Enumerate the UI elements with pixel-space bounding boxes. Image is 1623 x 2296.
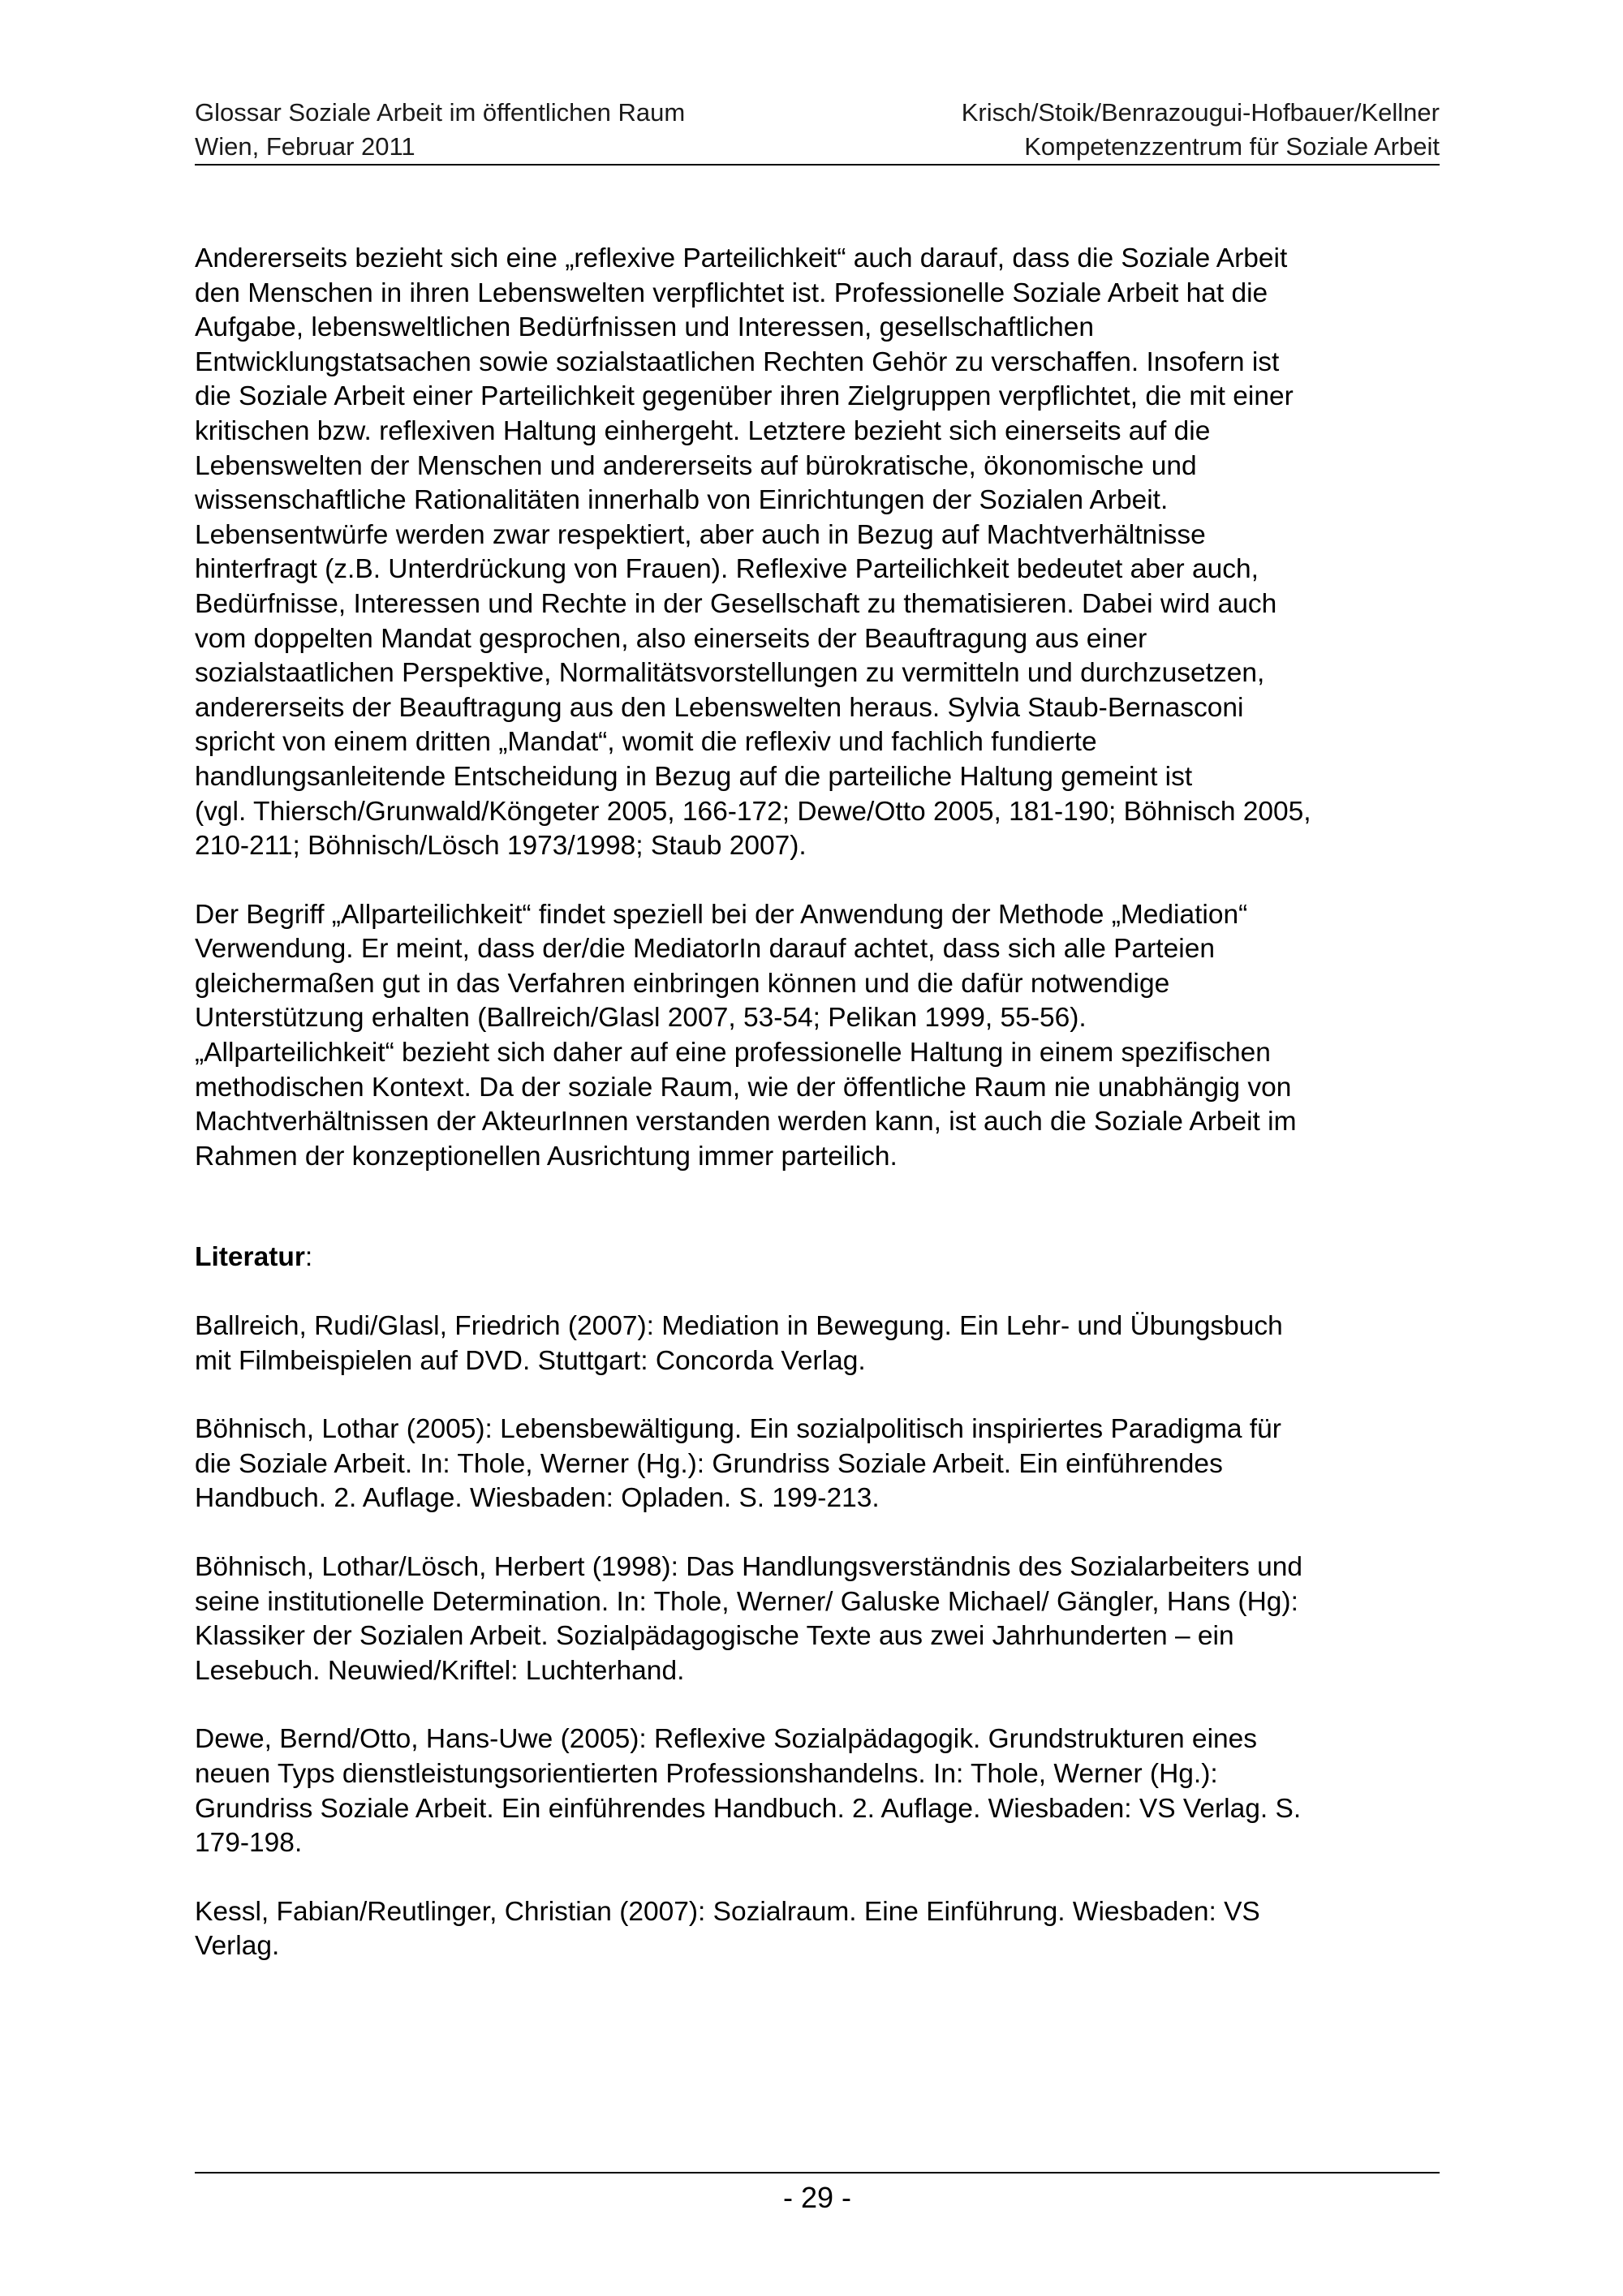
reference-entry: [195, 1895, 1444, 1964]
paragraph-line: hinterfragt (z.B. Unterdrückung von Frauen). Reflexive Parteilichkeit bedeutet aber auch,: [195, 554, 1259, 585]
paragraph-line: kritischen bzw. reflexiven Haltung einhergeht. Letztere bezieht sich einerseits auf die: [195, 415, 1211, 446]
reference-entry: [195, 1412, 1444, 1516]
paragraph-line: gleichermaßen gut in das Verfahren einbringen können und die dafür notwendige: [195, 968, 1170, 999]
paragraph-line: andererseits der Beauftragung aus den Lebenswelten heraus. Sylvia Staub-Bernasconi: [195, 692, 1244, 723]
paragraph-line: Unterstützung erhalten (Ballreich/Glasl 2007, 53-54; Pelikan 1999, 55-56).: [195, 1003, 1087, 1034]
reference-line: mit Filmbeispielen auf DVD. Stuttgart: Concorda Verlag.: [195, 1345, 866, 1376]
paragraph-line: Entwicklungstatsachen sowie sozialstaatlichen Rechten Gehör zu verschaffen. Insofern ist: [195, 346, 1280, 377]
paragraph-line: Lebensentwürfe werden zwar respektiert, aber auch in Bezug auf Machtverhältnisse: [195, 519, 1206, 550]
reference-line: Grundriss Soziale Arbeit. Ein einführendes Handbuch. 2. Auflage. Wiesbaden: VS Verlag. S.: [195, 1793, 1302, 1824]
literature-heading-colon: :: [304, 1242, 313, 1273]
reference-line: Klassiker der Sozialen Arbeit. Sozialpädagogische Texte aus zwei Jahrhunderten – ein: [195, 1621, 1234, 1652]
page-number: - 29 -: [782, 2181, 852, 2214]
paragraph-line: methodischen Kontext. Da der soziale Raum, wie der öffentliche Raum nie unabhängig von: [195, 1072, 1292, 1103]
paragraph-line: Lebenswelten der Menschen und andererseits auf bürokratische, ökonomische und: [195, 450, 1197, 481]
literature-heading: [195, 1240, 1444, 1275]
paragraph-line: Aufgabe, lebensweltlichen Bedürfnissen und Interessen, gesellschaftlichen: [195, 312, 1095, 343]
paragraph-line: wissenschaftliche Rationalitäten innerhalb von Einrichtungen der Sozialen Arbeit.: [195, 485, 1169, 516]
header-date: Wien, Februar 2011: [195, 132, 415, 161]
header-document-title: Glossar Soziale Arbeit im öffentlichen Raum: [195, 98, 686, 127]
header-right: [962, 96, 1440, 164]
header-organization: Kompetenzzentrum für Soziale Arbeit: [1024, 132, 1440, 161]
reference-entry: [195, 1722, 1444, 1860]
paragraph-line: Machtverhältnissen der AkteurInnen verstanden werden kann, ist auch die Soziale Arbeit im: [195, 1107, 1297, 1137]
header-authors: Krisch/Stoik/Benrazougui-Hofbauer/Kellner: [961, 98, 1440, 127]
reference-line: Böhnisch, Lothar (2005): Lebensbewältigung. Ein sozialpolitisch inspiriertes Paradigma für: [195, 1414, 1281, 1445]
paragraph-line: Verwendung. Er meint, dass der/die MediatorIn darauf achtet, dass sich alle Parteien: [195, 934, 1215, 965]
paragraph-line: Rahmen der konzeptionellen Ausrichtung immer parteilich.: [195, 1141, 898, 1172]
paragraph-line: handlungsanleitende Entscheidung in Bezug auf die parteiliche Haltung gemeint ist: [195, 761, 1193, 792]
literature-heading-text: Literatur: [195, 1242, 305, 1273]
paragraph-line: 210-211; Böhnisch/Lösch 1973/1998; Staub 2007).: [195, 831, 807, 862]
reference-line: die Soziale Arbeit. In: Thole, Werner (Hg.): Grundriss Soziale Arbeit. Ein einführendes: [195, 1448, 1223, 1479]
reference-line: seine institutionelle Determination. In: Thole, Werner/ Galuske Michael/ Gängler, Hans (Hg):: [195, 1586, 1298, 1617]
paragraph-line: „Allparteilichkeit“ bezieht sich daher auf eine professionelle Haltung in einem spezifischen: [195, 1038, 1271, 1068]
paragraph-allparteilichkeit: [195, 898, 1444, 1175]
paragraph-reflexive-parteilichkeit: [195, 242, 1444, 864]
page-header: [195, 94, 1440, 166]
reference-line: Ballreich, Rudi/Glasl, Friedrich (2007): Mediation in Bewegung. Ein Lehr- und Übungsbuch: [195, 1311, 1283, 1342]
header-left: [195, 96, 685, 164]
paragraph-line: (vgl. Thiersch/Grunwald/Köngeter 2005, 166-172; Dewe/Otto 2005, 181-190; Böhnisch 2005,: [195, 796, 1311, 827]
reference-entry: [195, 1309, 1444, 1378]
paragraph-line: den Menschen in ihren Lebenswelten verpflichtet ist. Professionelle Soziale Arbeit hat die: [195, 277, 1268, 308]
reference-line: Dewe, Bernd/Otto, Hans-Uwe (2005): Reflexive Sozialpädagogik. Grundstrukturen eines: [195, 1724, 1258, 1755]
paragraph-line: Bedürfnisse, Interessen und Rechte in der Gesellschaft zu thematisieren. Dabei wird auch: [195, 588, 1277, 619]
page-body: [195, 242, 1444, 1998]
reference-entry: [195, 1550, 1444, 1688]
paragraph-line: spricht von einem dritten „Mandat“, womit die reflexiv und fachlich fundierte: [195, 727, 1097, 758]
reference-line: Verlag.: [195, 1931, 280, 1962]
footer-divider: [195, 2172, 1440, 2173]
reference-line: neuen Typs dienstleistungsorientierten Professionshandelns. In: Thole, Werner (Hg.):: [195, 1758, 1218, 1789]
paragraph-line: die Soziale Arbeit einer Parteilichkeit gegenüber ihren Zielgruppen verpflichtet, die mit einer: [195, 381, 1294, 412]
reference-line: Kessl, Fabian/Reutlinger, Christian (2007): Sozialraum. Eine Einführung. Wiesbaden: VS: [195, 1896, 1260, 1927]
reference-line: Handbuch. 2. Auflage. Wiesbaden: Opladen. S. 199-213.: [195, 1483, 880, 1514]
reference-line: 179-198.: [195, 1828, 303, 1859]
paragraph-line: vom doppelten Mandat gesprochen, also einerseits der Beauftragung aus einer: [195, 623, 1147, 654]
paragraph-line: Andererseits bezieht sich eine „reflexive Parteilichkeit“ auch darauf, dass die Soziale Arbeit: [195, 243, 1288, 273]
paragraph-line: Der Begriff „Allparteilichkeit“ findet speziell bei der Anwendung der Methode „Mediation“: [195, 899, 1248, 930]
reference-line: Lesebuch. Neuwied/Kriftel: Luchterhand.: [195, 1655, 685, 1686]
paragraph-line: sozialstaatlichen Perspektive, Normalitätsvorstellungen zu vermitteln und durchzusetzen,: [195, 658, 1265, 689]
reference-line: Böhnisch, Lothar/Lösch, Herbert (1998): Das Handlungsverständnis des Sozialarbeiters und: [195, 1552, 1302, 1582]
